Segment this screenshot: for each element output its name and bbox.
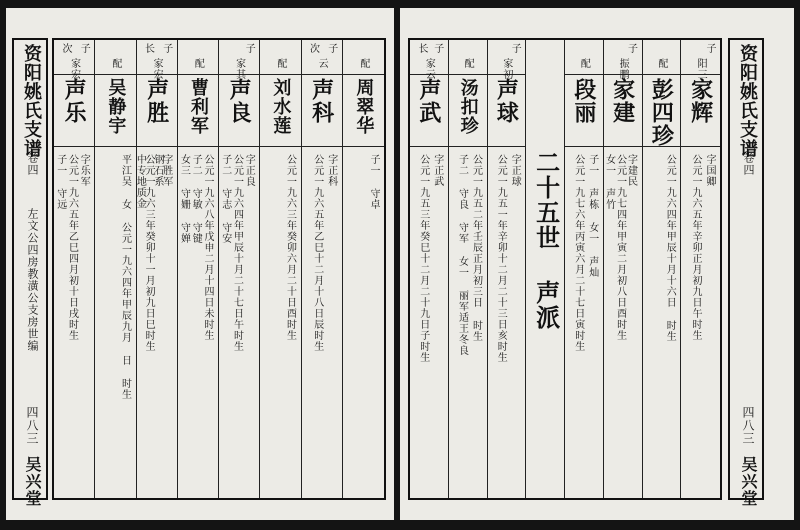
left-margin-strip [12, 38, 48, 507]
relation-cell [260, 40, 300, 75]
relation-cell [54, 40, 94, 80]
book-title: 资阳姚氏支谱 [21, 44, 42, 158]
name-cell [604, 74, 642, 147]
person-name: 声胜 [143, 78, 170, 124]
relation-label: 子 [325, 43, 337, 54]
person-name: 彭四珍 [648, 78, 675, 147]
volume-label: 卷四 [26, 152, 39, 176]
relation-order: 次 [307, 43, 319, 54]
parent-or-spouse-label: 家其 [233, 58, 245, 80]
name-cell [449, 74, 487, 147]
relation-label: 子 [431, 43, 443, 54]
entry-column [178, 40, 219, 498]
detail-line: 公元一九七四年甲寅二月初八日酉时生 [614, 154, 626, 341]
person-name: 声良 [226, 78, 253, 124]
detail-line: 女一 声竹 [603, 154, 615, 210]
hall-name: 吴兴堂 [739, 456, 758, 507]
left-page [6, 8, 394, 520]
detail-line: 平江吴 女 公元一九六四年甲辰九月 日 时生 [119, 154, 131, 400]
detail-line: 子一 声栋 女一 声灿 [586, 154, 598, 278]
relation-cell [302, 40, 342, 75]
parent-or-spouse-label: 配 [655, 58, 667, 69]
detail-line: 公元一九七六年丙寅六月二十七日寅时生 [572, 154, 584, 352]
name-cell [178, 74, 218, 147]
branch-subtitle: 左文公四房教潢公支房世编 [26, 208, 39, 352]
detail-line: 公元一九六三年癸卯六月二十日酉时生 [284, 154, 296, 341]
relation-cell [643, 40, 681, 75]
detail-line: 子二 守良 守军 女一 丽军适王冬良 [456, 154, 468, 356]
detail-line: 字国卿 [704, 154, 715, 187]
name-cell [565, 74, 603, 147]
person-name: 声科 [308, 78, 335, 124]
relation-label: 子 [704, 43, 715, 54]
name-cell [681, 74, 720, 147]
right-margin-strip [728, 38, 764, 507]
person-name: 刘水莲 [270, 78, 292, 135]
name-cell [410, 74, 448, 147]
relation-cell [681, 40, 720, 80]
name-cell [219, 74, 259, 147]
entry-column [54, 40, 95, 498]
entry-column [343, 40, 384, 498]
detail-line: 中专地质金 [134, 154, 146, 209]
genealogy-table-left [52, 38, 386, 500]
relation-cell [410, 40, 448, 80]
relation-label: 子 [625, 43, 637, 54]
entry-column [643, 40, 682, 498]
person-name: 周翠华 [353, 78, 375, 135]
entry-column [681, 40, 720, 498]
entry-column [134, 40, 178, 498]
detail-line: 公元一九五三年癸巳十二月二十九日子时生 [417, 154, 429, 363]
detail-line: 字乐军 [78, 154, 90, 187]
detail-line: 公元一九六四年甲辰十月二十七日午时生 [231, 154, 243, 352]
entry-column [488, 40, 527, 498]
detail-line: 子二 守敏 守键 [190, 154, 202, 244]
parent-or-spouse-label: 家宏 [68, 58, 80, 80]
person-name: 声乐 [61, 78, 88, 124]
detail-line: 钢石系 [151, 154, 163, 187]
name-cell [302, 74, 342, 147]
name-cell [95, 74, 135, 147]
detail-line: 公元一九六四年甲辰十月十六日 时生 [664, 154, 676, 342]
parent-or-spouse-label: 配 [462, 58, 474, 69]
relation-cell [137, 40, 177, 80]
relation-cell [449, 40, 487, 75]
relation-order: 长 [142, 43, 154, 54]
detail-line: 字正武 [431, 154, 443, 187]
name-cell [137, 74, 177, 147]
page-number: 四八三 [25, 406, 39, 445]
parent-or-spouse-label: 家宏 [151, 58, 163, 80]
detail-line: 字正球 [509, 154, 521, 187]
relation-label: 子 [78, 43, 90, 54]
entry-column [219, 40, 260, 498]
name-cell [54, 74, 94, 147]
relation-order: 长 [416, 43, 427, 54]
detail-line: 字正科 [325, 154, 337, 187]
name-cell [260, 74, 300, 147]
relation-cell [178, 40, 218, 75]
relation-cell [95, 40, 135, 75]
entry-column [449, 40, 488, 498]
relation-label: 子 [160, 43, 172, 54]
detail-line: 子一 守卓 [368, 154, 379, 210]
person-name: 家辉 [687, 78, 714, 124]
person-name: 声武 [415, 78, 442, 124]
relation-cell [604, 40, 642, 80]
parent-or-spouse-label: 家初 [500, 58, 512, 80]
relation-cell [219, 40, 259, 80]
hall-name: 吴兴堂 [23, 456, 42, 507]
person-name: 曹利军 [187, 78, 209, 135]
entry-column [95, 40, 136, 498]
name-cell [643, 74, 681, 147]
relation-cell [343, 40, 384, 75]
detail-line: 字建民 [625, 154, 637, 187]
detail-line: 公元一九六八年戊申二月十四日未时生 [202, 154, 213, 341]
parent-or-spouse-label: 阳三 [695, 58, 707, 80]
name-cell [343, 74, 384, 147]
detail-line: 字胜军 [160, 154, 172, 187]
detail-line: 字正良 [243, 154, 255, 187]
book-title: 资阳姚氏支谱 [737, 44, 758, 158]
person-name: 吴静宇 [105, 78, 127, 135]
parent-or-spouse-label: 配 [109, 58, 121, 69]
entry-column [260, 40, 301, 498]
entry-column [410, 40, 449, 498]
entry-column [604, 40, 643, 498]
person-name: 段丽 [570, 78, 597, 124]
person-name: 汤扣珍 [457, 78, 479, 135]
parent-or-spouse-label: 家云 [423, 58, 435, 80]
detail-line: 公元一九五二年壬辰正月初三日 时生 [470, 154, 482, 342]
entry-column [302, 40, 343, 498]
detail-line: 公元一九六五年乙巳四月初十日戌时生 [66, 154, 78, 341]
parent-or-spouse-label: 配 [274, 58, 286, 69]
relation-cell [565, 40, 603, 75]
volume-label: 卷四 [742, 152, 755, 176]
genealogy-table-right [408, 38, 722, 500]
detail-line: 女三 守姗 守婵 [178, 154, 190, 244]
page-number: 四八三 [741, 406, 755, 445]
entry-column [565, 40, 604, 498]
detail-line: 子二 守志 守安 [219, 154, 231, 244]
entry-column [526, 40, 565, 498]
detail-line: 公元一九六三年癸卯十一月初九日巳时生 [143, 154, 155, 352]
relation-cell [488, 40, 526, 80]
right-page [400, 8, 794, 520]
name-cell [488, 74, 526, 147]
parent-or-spouse-label: 配 [192, 58, 204, 69]
relation-label: 子 [509, 43, 521, 54]
detail-line: 公元一九六五年辛卯正月初九日午时生 [690, 154, 701, 341]
relation-label: 子 [243, 43, 255, 54]
relation-order: 次 [60, 43, 71, 54]
detail-line: 公元一九五一年辛卯十二月二十三日亥时生 [495, 154, 507, 363]
detail-line: 子一 守远 [54, 154, 66, 210]
parent-or-spouse-label: 云 [316, 58, 328, 69]
parent-or-spouse-label: 配 [578, 58, 590, 69]
person-name: 声球 [493, 78, 520, 124]
parent-or-spouse-label: 配 [357, 58, 369, 69]
person-name: 家建 [609, 78, 636, 124]
parent-or-spouse-label: 振鹏 [617, 58, 629, 80]
detail-line: 公元一九六五年乙巳十二月十八日辰时生 [311, 154, 323, 352]
generation-heading: 二十五世 声派 [531, 150, 561, 330]
